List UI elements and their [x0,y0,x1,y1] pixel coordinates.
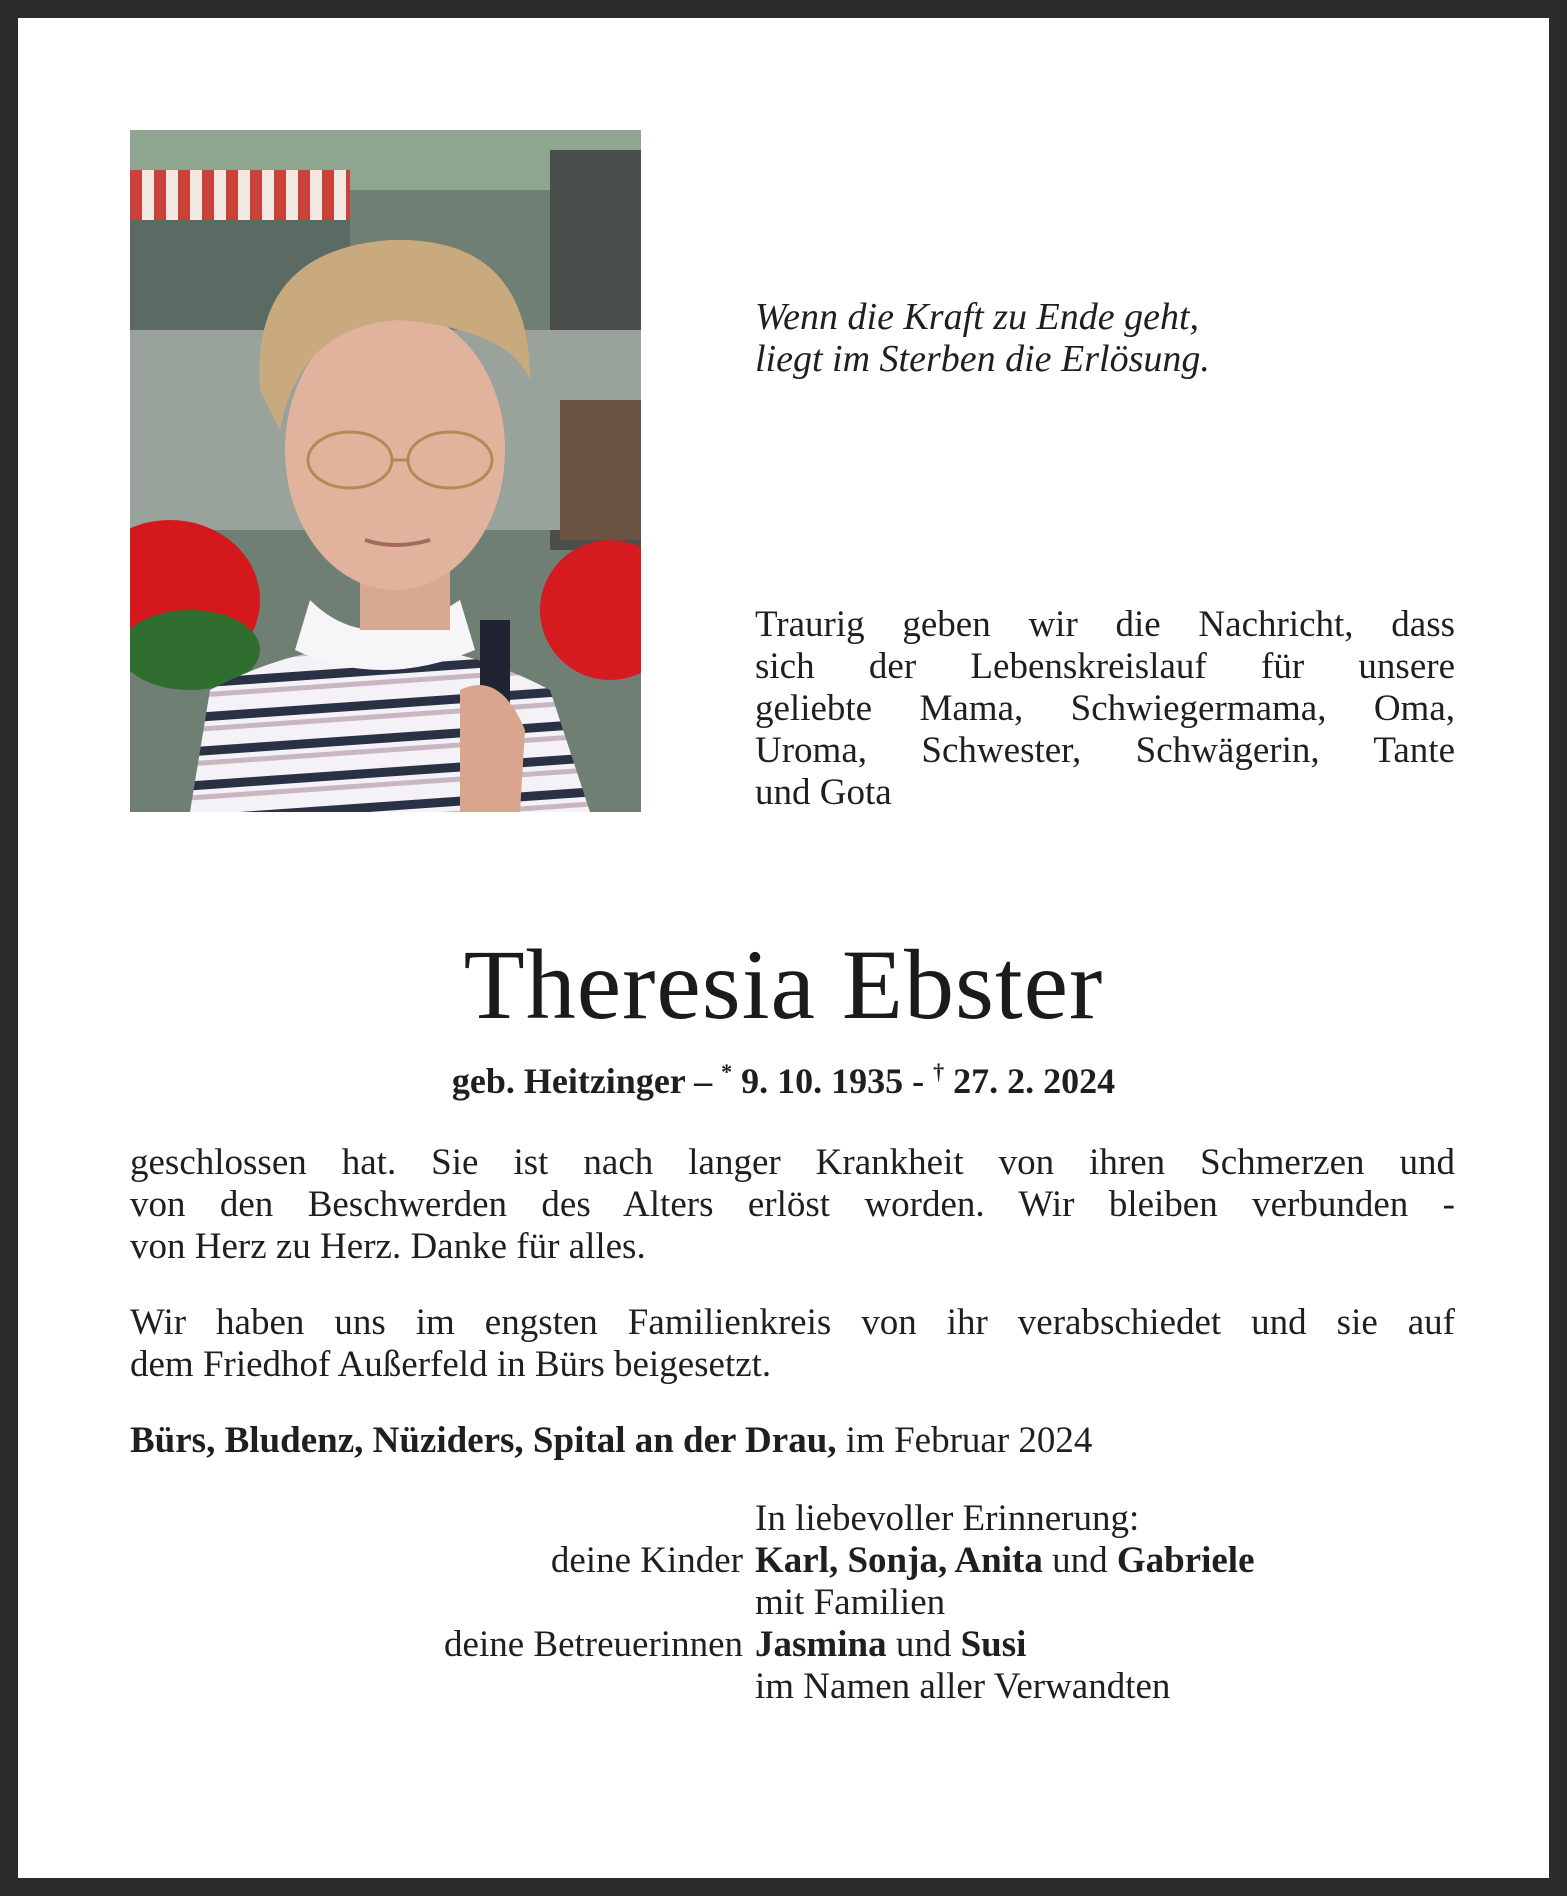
place-and-date [130,1420,1455,1462]
intro-text [755,604,1455,814]
intro-line: und Gota [755,772,892,813]
intro-line: geliebte Mama, Schwiegermama, Oma, [755,688,1455,729]
paragraph-line: dem Friedhof Außerfeld in Bürs beigesetzt. [130,1344,772,1385]
intro-line: Traurig geben wir die Nachricht, dass [755,604,1455,645]
birth-date: 9. 10. 1935 - [732,1061,934,1101]
quote [755,296,1455,380]
deceased-name: Theresia Ebster [463,929,1104,1040]
maiden-name: geb. Heitzinger – [451,1061,713,1101]
place-date: im Februar 2024 [836,1420,1093,1461]
relatives-line: im Namen aller Verwandten [755,1666,1171,1707]
paragraph-line: von den Beschwerden des Alters erlöst worden. Wir bleiben verbunden - [130,1184,1455,1225]
intro-line: sich der Lebenskreislauf für unsere [755,646,1455,687]
child-last-name: Gabriele [1116,1540,1255,1581]
signature-row [18,1582,1549,1624]
paragraph-1 [130,1142,1455,1268]
portrait-photo [130,130,641,812]
birth-symbol: * [721,1059,733,1084]
place-towns: Bürs, Bludenz, Nüziders, Spital an der Drau, [130,1420,837,1461]
paragraph-line: von Herz zu Herz. Danke für alles. [130,1226,646,1267]
carer-name: Jasmina [755,1624,887,1665]
quote-line: liegt im Sterben die Erlösung. [755,338,1210,380]
signature-row [18,1540,1549,1582]
paragraph-2 [130,1302,1455,1386]
death-date: 27. 2. 2024 [944,1061,1116,1101]
conjunction: und [886,1624,961,1665]
children-label: deine Kinder [550,1540,743,1581]
children-names-line [755,1540,1255,1582]
carers-label: deine Betreuerinnen [444,1624,743,1665]
signature-row [18,1624,1549,1666]
signature-row [18,1666,1549,1708]
death-symbol: † [933,1059,945,1084]
signature-row [18,1498,1549,1540]
conjunction: und [1042,1540,1117,1581]
children-names: Karl, Sonja, Anita [755,1540,1043,1581]
with-families: mit Familien [755,1582,946,1623]
signature-heading: In liebevoller Erinnerung: [755,1498,1140,1539]
carer-name: Susi [960,1624,1027,1665]
quote-line: Wenn die Kraft zu Ende geht, [755,296,1199,338]
paragraph-line: geschlossen hat. Sie ist nach langer Krankheit von ihren Schmerzen und [130,1142,1455,1183]
paragraph-line: Wir haben uns im engsten Familienkreis von ihr verabschiedet und sie auf [130,1302,1455,1343]
signature-block [18,1498,1549,1708]
carers-names-line [755,1624,1026,1666]
intro-line: Uroma, Schwester, Schwägerin, Tante [755,730,1455,771]
birth-death-dates [18,1051,1549,1102]
obituary-page [18,18,1549,1878]
